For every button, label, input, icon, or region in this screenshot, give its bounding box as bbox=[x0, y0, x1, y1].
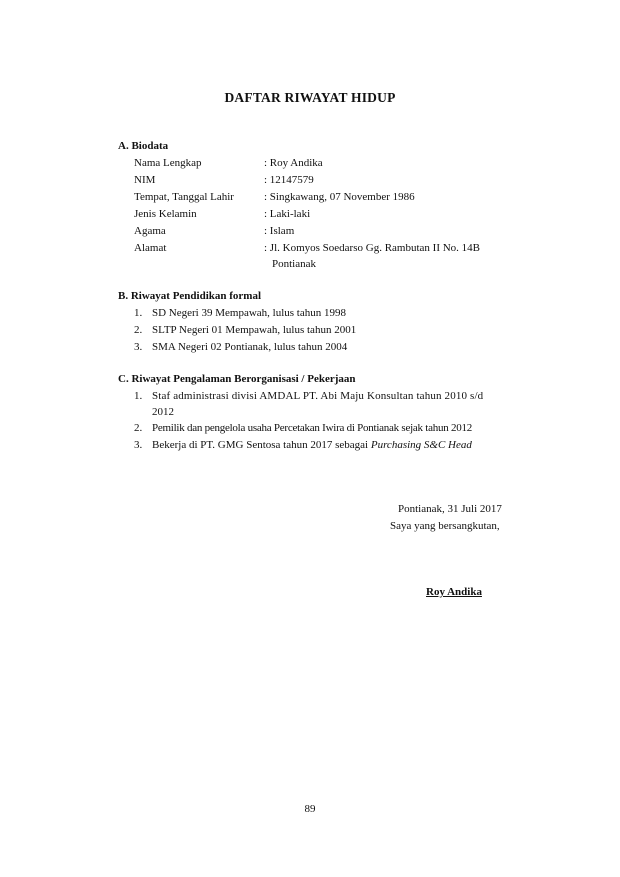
pendidikan-num-2: 2. bbox=[134, 324, 143, 336]
pengalaman-num-1: 1. bbox=[134, 390, 143, 402]
bio-label-ttl: Tempat, Tanggal Lahir bbox=[134, 191, 234, 203]
pengalaman-item-3 bbox=[152, 439, 472, 451]
bio-value-nim: : 12147579 bbox=[264, 174, 314, 186]
pendidikan-heading: B. Riwayat Pendidikan formal bbox=[118, 290, 262, 302]
pengalaman-item-1-cont: 2012 bbox=[152, 406, 174, 418]
bio-label-nim: NIM bbox=[134, 174, 156, 186]
signature-name: Roy Andika bbox=[426, 586, 482, 598]
biodata-heading: A. Biodata bbox=[118, 140, 169, 152]
page-number: 89 bbox=[304, 803, 316, 815]
page-title: DAFTAR RIWAYAT HIDUP bbox=[224, 90, 396, 105]
pengalaman-num-2: 2. bbox=[134, 422, 143, 434]
pendidikan-num-3: 3. bbox=[134, 341, 143, 353]
bio-value-nama: : Roy Andika bbox=[264, 157, 323, 169]
bio-value-jk: : Laki-laki bbox=[264, 208, 311, 220]
pendidikan-num-1: 1. bbox=[134, 307, 143, 319]
pengalaman-item-1: Staf administrasi divisi AMDAL PT. Abi Maju Konsultan tahun 2010 s/d bbox=[152, 390, 484, 402]
pengalaman-heading: C. Riwayat Pengalaman Berorganisasi / Pekerjaan bbox=[118, 373, 356, 385]
bio-label-nama: Nama Lengkap bbox=[134, 157, 202, 169]
pengalaman-num-3: 3. bbox=[134, 439, 143, 451]
pengalaman-item-2: Pemilik dan pengelola usaha Percetakan Iwira di Pontianak sejak tahun 2012 bbox=[152, 422, 472, 434]
pendidikan-item-1: SD Negeri 39 Mempawah, lulus tahun 1998 bbox=[152, 307, 346, 319]
pendidikan-item-2: SLTP Negeri 01 Mempawah, lulus tahun 2001 bbox=[152, 324, 357, 336]
pengalaman-item-3-text: Bekerja di PT. GMG Sentosa tahun 2017 sebagai bbox=[152, 439, 371, 451]
bio-value-agama: : Islam bbox=[264, 225, 295, 237]
signature-place-date: Pontianak, 31 Juli 2017 bbox=[398, 503, 502, 515]
bio-label-jk: Jenis Kelamin bbox=[134, 208, 197, 220]
bio-value-ttl: : Singkawang, 07 November 1986 bbox=[264, 191, 415, 203]
pendidikan-item-3: SMA Negeri 02 Pontianak, lulus tahun 2004 bbox=[152, 341, 348, 353]
signature-statement: Saya yang bersangkutan, bbox=[390, 520, 500, 532]
bio-label-alamat: Alamat bbox=[134, 242, 167, 254]
bio-value-alamat-cont: Pontianak bbox=[272, 258, 316, 270]
bio-value-alamat: : Jl. Komyos Soedarso Gg. Rambutan II No. 14B bbox=[264, 242, 481, 254]
pengalaman-item-3-italic: Purchasing S&C Head bbox=[370, 439, 472, 451]
bio-label-agama: Agama bbox=[134, 225, 166, 237]
